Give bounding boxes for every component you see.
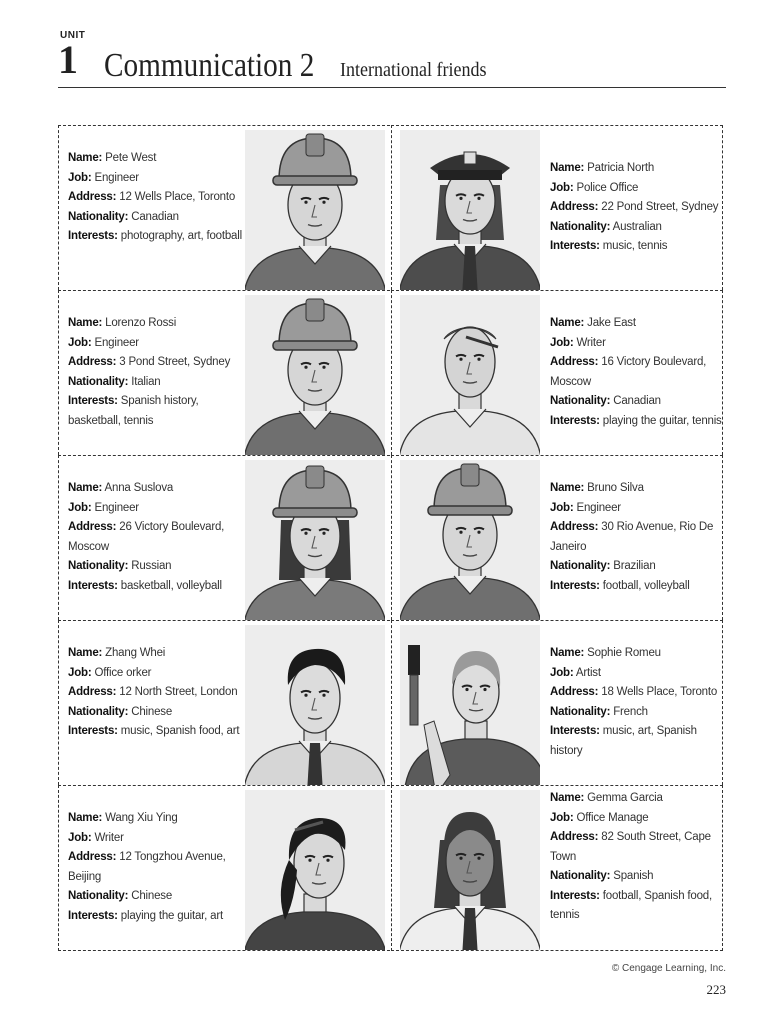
field-label-address: Address: (68, 851, 117, 863)
field-value-name: Jake East (587, 317, 636, 329)
woman-paintbrush-icon (400, 625, 540, 785)
field-label-name: Name: (550, 482, 585, 494)
woman-tie-icon (400, 790, 540, 950)
field-value-interests: music, art, Spanish history (550, 725, 697, 757)
field-label-interests: Interests: (550, 240, 600, 252)
field-label-interests: Interests: (68, 725, 118, 737)
field-name (68, 479, 244, 499)
field-label-job: Job: (550, 336, 574, 349)
field-address (68, 848, 244, 887)
man-hard-hat-icon (245, 295, 385, 455)
field-nationality (550, 867, 726, 887)
profile-details (550, 314, 726, 431)
profile-card (391, 290, 723, 455)
woman-hard-hat-icon (245, 460, 385, 620)
field-label-address: Address: (550, 201, 599, 213)
field-address (550, 518, 726, 557)
field-nationality (68, 703, 244, 723)
field-label-nationality: Nationality: (550, 220, 611, 233)
field-value-nationality: Canadian (131, 210, 179, 223)
field-address (68, 683, 244, 703)
field-value-interests: music, Spanish food, art (120, 725, 240, 737)
field-label-name: Name: (68, 812, 103, 824)
field-job (550, 334, 726, 354)
header-rule (58, 87, 726, 88)
field-value-job: Office orker (94, 666, 152, 679)
field-value-interests: basketball, volleyball (120, 579, 222, 592)
field-value-job: Engineer (94, 501, 139, 514)
profile-card (391, 620, 723, 785)
field-address (68, 188, 244, 208)
unit-label: UNIT (60, 30, 86, 41)
field-interests (550, 237, 726, 257)
man-hard-hat-icon (245, 130, 385, 290)
field-value-name: Pete West (105, 152, 157, 164)
field-label-interests: Interests: (68, 395, 118, 407)
field-value-job: Writer (94, 831, 124, 844)
field-label-address: Address: (550, 521, 599, 533)
field-value-interests: playing the guitar, tennis (602, 414, 722, 427)
field-label-nationality: Nationality: (68, 375, 129, 388)
field-label-address: Address: (68, 686, 117, 698)
field-name (550, 314, 726, 334)
profile-card (58, 290, 390, 455)
profile-card (391, 785, 723, 951)
profile-details (68, 644, 244, 742)
field-label-job: Job: (68, 831, 92, 844)
field-nationality (68, 557, 244, 577)
field-value-job: Office Manage (576, 811, 649, 824)
profile-details (550, 789, 726, 926)
field-address (550, 828, 726, 867)
field-nationality (550, 557, 726, 577)
field-value-interests: playing the guitar, art (120, 909, 223, 922)
field-value-nationality: Russian (131, 560, 172, 572)
field-label-address: Address: (550, 686, 599, 698)
field-value-nationality: Canadian (613, 395, 661, 407)
field-job (68, 334, 244, 354)
field-interests (550, 577, 726, 597)
field-job (550, 664, 726, 684)
profile-details (550, 159, 726, 257)
field-value-name: Zhang Whei (105, 647, 166, 659)
profile-card (58, 620, 390, 785)
field-value-address: 12 Tongzhou Avenue, Beijing (68, 851, 226, 883)
field-label-address: Address: (550, 831, 599, 843)
profile-details (68, 149, 244, 247)
field-nationality (68, 373, 244, 393)
field-label-nationality: Nationality: (68, 560, 129, 572)
field-value-job: Engineer (94, 171, 139, 184)
man-pencil-ear-icon (400, 295, 540, 455)
field-nationality (550, 703, 726, 723)
field-job (550, 809, 726, 829)
copyright-notice: © Cengage Learning, Inc. (611, 963, 726, 974)
field-value-address: 16 Victory Boulevard, Moscow (550, 356, 707, 388)
field-label-job: Job: (68, 336, 92, 349)
field-job (550, 179, 726, 199)
field-interests (68, 577, 244, 597)
field-value-name: Patricia North (587, 162, 655, 174)
field-nationality (550, 392, 726, 412)
field-job (68, 169, 244, 189)
profile-card (58, 785, 390, 951)
field-job (68, 499, 244, 519)
field-label-interests: Interests: (68, 230, 118, 242)
page-title: Communication 2 (104, 47, 315, 84)
field-label-nationality: Nationality: (550, 395, 611, 407)
field-address (68, 353, 244, 373)
field-value-job: Engineer (94, 336, 139, 349)
profile-card (58, 455, 390, 620)
field-value-name: Sophie Romeu (587, 647, 661, 659)
field-name (68, 149, 244, 169)
field-interests (68, 722, 244, 742)
field-interests (550, 412, 726, 432)
field-label-name: Name: (550, 317, 585, 329)
field-value-nationality: Chinese (131, 705, 173, 718)
field-label-address: Address: (68, 521, 117, 533)
cards-grid (58, 125, 723, 951)
field-interests (550, 722, 726, 761)
field-value-nationality: Brazilian (613, 560, 656, 572)
field-nationality (68, 208, 244, 228)
field-value-job: Writer (576, 336, 606, 349)
field-value-address: 30 Rio Avenue, Rio De Janeiro (550, 521, 714, 553)
field-value-nationality: Spanish (613, 870, 654, 882)
field-label-interests: Interests: (550, 579, 600, 592)
field-label-name: Name: (68, 152, 103, 164)
field-label-nationality: Nationality: (68, 890, 129, 902)
field-label-job: Job: (550, 666, 574, 679)
field-nationality (550, 218, 726, 238)
field-label-nationality: Nationality: (550, 560, 611, 572)
field-label-interests: Interests: (550, 414, 600, 427)
field-value-nationality: Chinese (131, 890, 173, 902)
field-label-name: Name: (550, 792, 585, 804)
field-value-interests: Spanish history, basketball, tennis (68, 395, 199, 427)
field-interests (550, 887, 726, 926)
page-number: 223 (706, 982, 726, 997)
field-label-address: Address: (550, 356, 599, 368)
field-name (550, 479, 726, 499)
field-value-nationality: Italian (131, 375, 161, 388)
field-interests (68, 392, 244, 431)
field-label-interests: Interests: (68, 579, 118, 592)
field-address (550, 683, 726, 703)
field-value-nationality: French (613, 705, 648, 718)
field-label-job: Job: (68, 666, 92, 679)
field-name (550, 159, 726, 179)
field-value-name: Anna Suslova (104, 482, 174, 494)
man-hard-hat-icon (400, 460, 540, 620)
field-value-job: Police Office (576, 181, 639, 194)
field-interests (68, 907, 244, 927)
profile-card (391, 125, 723, 290)
field-job (68, 829, 244, 849)
field-value-name: Gemma Garcia (587, 792, 663, 804)
field-label-address: Address: (68, 191, 117, 203)
field-value-interests: football, Spanish food, tennis (550, 889, 712, 921)
field-value-job: Artist (575, 666, 601, 679)
field-nationality (68, 887, 244, 907)
field-label-nationality: Nationality: (68, 705, 129, 718)
field-value-name: Bruno Silva (587, 482, 644, 494)
field-name (68, 314, 244, 334)
field-value-address: 12 Wells Place, Toronto (119, 191, 236, 203)
field-value-address: 3 Pond Street, Sydney (119, 356, 231, 368)
profile-details (68, 809, 244, 926)
field-value-address: 82 South Street, Cape Town (550, 831, 711, 863)
field-label-nationality: Nationality: (68, 210, 129, 223)
field-label-interests: Interests: (68, 909, 118, 922)
field-label-job: Job: (550, 181, 574, 194)
page-subtitle: International friends (340, 59, 487, 81)
field-name (550, 789, 726, 809)
profile-details (68, 479, 244, 596)
field-value-nationality: Australian (612, 220, 662, 233)
field-label-name: Name: (68, 317, 103, 329)
field-name (550, 644, 726, 664)
profile-card (58, 125, 390, 290)
field-label-job: Job: (550, 501, 574, 514)
woman-police-cap-icon (400, 130, 540, 290)
field-value-job: Engineer (576, 501, 621, 514)
field-value-address: 12 North Street, London (119, 686, 238, 698)
field-job (550, 499, 726, 519)
field-label-interests: Interests: (550, 725, 600, 737)
man-tie-icon (245, 625, 385, 785)
field-value-address: 18 Wells Place, Toronto (601, 686, 718, 698)
page-header (58, 28, 726, 90)
field-label-job: Job: (550, 811, 574, 824)
field-label-job: Job: (68, 171, 92, 184)
field-label-name: Name: (68, 482, 103, 494)
field-address (550, 353, 726, 392)
field-value-interests: football, volleyball (602, 579, 690, 592)
field-label-nationality: Nationality: (550, 870, 611, 882)
field-label-name: Name: (550, 647, 585, 659)
field-address (68, 518, 244, 557)
profile-card (391, 455, 723, 620)
woman-pencil-ponytail-icon (245, 790, 385, 950)
field-value-interests: photography, art, football (120, 230, 242, 242)
field-value-address: 22 Pond Street, Sydney (601, 201, 719, 213)
profile-details (68, 314, 244, 431)
field-job (68, 664, 244, 684)
field-label-job: Job: (68, 501, 92, 514)
field-label-address: Address: (68, 356, 117, 368)
profile-details (550, 479, 726, 596)
field-address (550, 198, 726, 218)
field-label-interests: Interests: (550, 889, 600, 902)
profile-details (550, 644, 726, 761)
field-label-name: Name: (550, 162, 585, 174)
field-name (68, 644, 244, 664)
field-label-nationality: Nationality: (550, 705, 611, 718)
field-label-name: Name: (68, 647, 103, 659)
field-value-address: 26 Victory Boulevard, Moscow (68, 521, 225, 553)
field-interests (68, 227, 244, 247)
field-name (68, 809, 244, 829)
unit-number: 1 (58, 37, 78, 82)
field-value-name: Lorenzo Rossi (105, 317, 177, 329)
field-value-interests: music, tennis (602, 240, 668, 252)
field-value-name: Wang Xiu Ying (105, 812, 178, 824)
